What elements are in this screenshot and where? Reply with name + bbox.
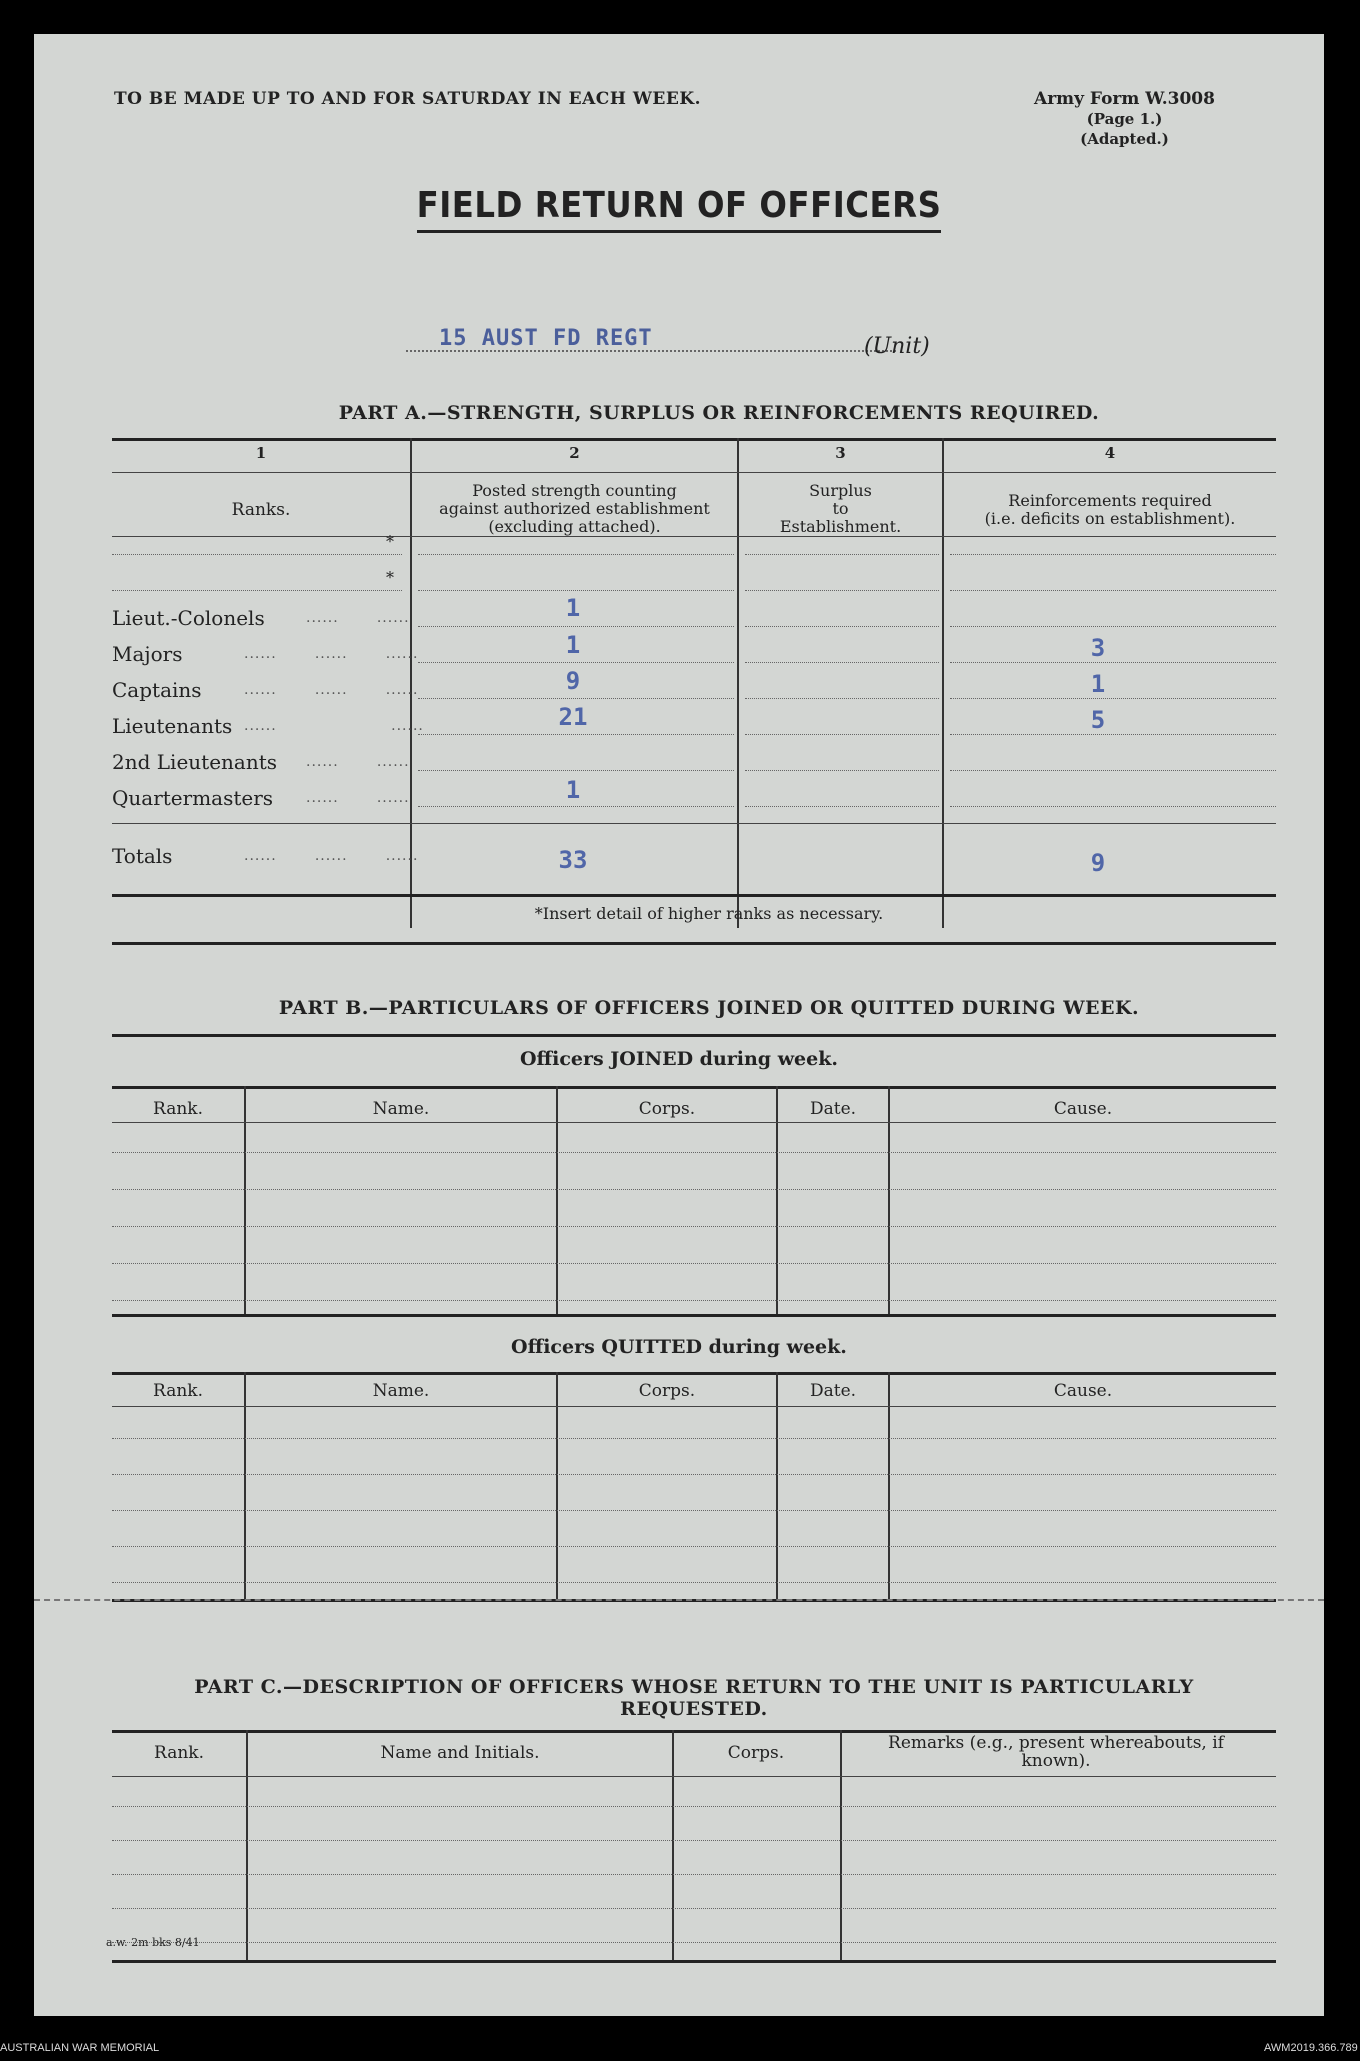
footnote: *Insert detail of higher ranks as necessary. [534,904,884,923]
quitted-col-date: Date. [809,1381,857,1401]
column-header-ranks: Ranks. [231,500,291,520]
quitted-col-corps: Corps. [638,1381,696,1401]
part-b-heading: PART B.—PARTICULARS OF OFFICERS JOINED OR QUITTED DURING WEEK. [278,997,1140,1019]
unit-label: (Unit) [864,334,930,359]
part-c-col-name: Name and Initials. [380,1743,540,1763]
reinforcements-lieutenants: 5 [1090,706,1106,734]
quitted-col-rank: Rank. [153,1381,203,1401]
archive-accession-number: AWM2019.366.789 [1264,2042,1358,2054]
print-code: a.w. 2m bks 8/41 [106,1936,200,1949]
quitted-col-cause: Cause. [1053,1381,1113,1401]
reinforcements-captains: 1 [1090,670,1106,698]
posted-lieut-colonels: 1 [565,594,581,622]
posted-majors: 1 [565,631,581,659]
totals-posted: 33 [558,846,588,874]
rank-lieutenants: Lieutenants [112,714,233,738]
archive-caption: AUSTRALIAN WAR MEMORIAL [0,2042,160,2054]
form-page: TO BE MADE UP TO AND FOR SATURDAY IN EACH WEEK. Army Form W.3008 (Page 1.) (Adapted.) FIELD RETURN OF OFFICERS 15 AUST FD REGT (Unit) PART A.—STRENGTH, SURPLUS OR REINFORCEMENTS REQUIRED. 1 2 3 4 Ranks. Posted strength counting against authorized establishment (excluding attached). Surplus to Establishment. Reinforcements required (i.e. deficits on establishment). * * Lieut.-Colonels ...... ...... 1 Majors ...... ...... ...... 1 3 Captains ...... ...... ...... 9 1 Lieutenants ...... ...... 21 5 2nd Lieutenants ...... ...... Quartermasters ...... ...... 1 Totals ...... ...... ...... 33 9 *Insert detail of higher ranks as necessary. PART B.—PARTICULARS OF OFFICERS JOINED OR QUITTED DURING WEEK. Officers JOINED during week. Rank. Name. Corps. Date. Cause. Officers QUITTED during week. Rank. Name. Corps. Date. Cause. PART C.—DESCRIPTION OF OFFICERS WHOSE RETURN TO THE UNIT IS PARTICULARLY REQUESTED. Rank. Name and Initials. Corps. Remarks (e.g., present whereabouts, if known). a.w. 2m bks 8/41 [34,34,1324,2016]
rank-2nd-lieutenants: 2nd Lieutenants [112,750,278,774]
joined-col-corps: Corps. [638,1099,696,1119]
tear-line [34,1599,1324,1601]
page-title: FIELD RETURN OF OFFICERS [34,184,1324,226]
rank-lieut-colonels: Lieut.-Colonels [112,606,265,630]
totals-reinforcements: 9 [1090,849,1106,877]
posted-lieutenants: 21 [558,703,588,731]
joined-heading: Officers JOINED during week. [519,1048,839,1070]
star-marker: * [386,568,394,587]
column-number-1: 1 [255,444,267,462]
rank-majors: Majors [112,642,183,666]
form-adapted-label: (Adapted.) [1080,130,1169,148]
part-a-heading: PART A.—STRENGTH, SURPLUS OR REINFORCEMENTS REQUIRED. [338,402,1100,424]
joined-col-cause: Cause. [1053,1099,1113,1119]
column-number-2: 2 [569,444,580,462]
form-name: Army Form W.3008 [1034,89,1215,109]
column-number-3: 3 [835,444,846,462]
joined-col-rank: Rank. [153,1099,203,1119]
form-page-label: (Page 1.) [1086,110,1163,128]
quitted-heading: Officers QUITTED during week. [511,1336,847,1358]
joined-col-date: Date. [809,1099,857,1119]
form-number-block [1034,89,1215,149]
column-header-reinforcements: Reinforcements required (i.e. deficits on establishment). [984,491,1236,528]
part-c-col-corps: Corps. [727,1743,785,1763]
posted-quartermasters: 1 [565,776,581,804]
posted-captains: 9 [565,667,581,695]
part-c-col-remarks: Remarks (e.g., present whereabouts, if known). [888,1733,1224,1771]
part-c-heading: PART C.—DESCRIPTION OF OFFICERS WHOSE RETURN TO THE UNIT IS PARTICULARLY REQUESTED. [194,1676,1194,1720]
star-marker: * [386,532,394,551]
part-c-col-rank: Rank. [154,1743,204,1763]
unit-stamp: 15 AUST FD REGT [439,326,653,351]
column-header-surplus: Surplus to Establishment. [779,481,902,536]
joined-col-name: Name. [372,1099,430,1119]
quitted-col-name: Name. [372,1381,430,1401]
form-instruction: TO BE MADE UP TO AND FOR SATURDAY IN EACH WEEK. [114,89,702,109]
column-header-posted-strength: Posted strength counting against authorized establishment (excluding attached). [439,481,710,536]
rank-captains: Captains [112,678,202,702]
column-number-4: 4 [1104,444,1116,462]
totals-label: Totals [112,844,173,868]
rank-quartermasters: Quartermasters [112,786,274,810]
reinforcements-majors: 3 [1090,634,1106,662]
